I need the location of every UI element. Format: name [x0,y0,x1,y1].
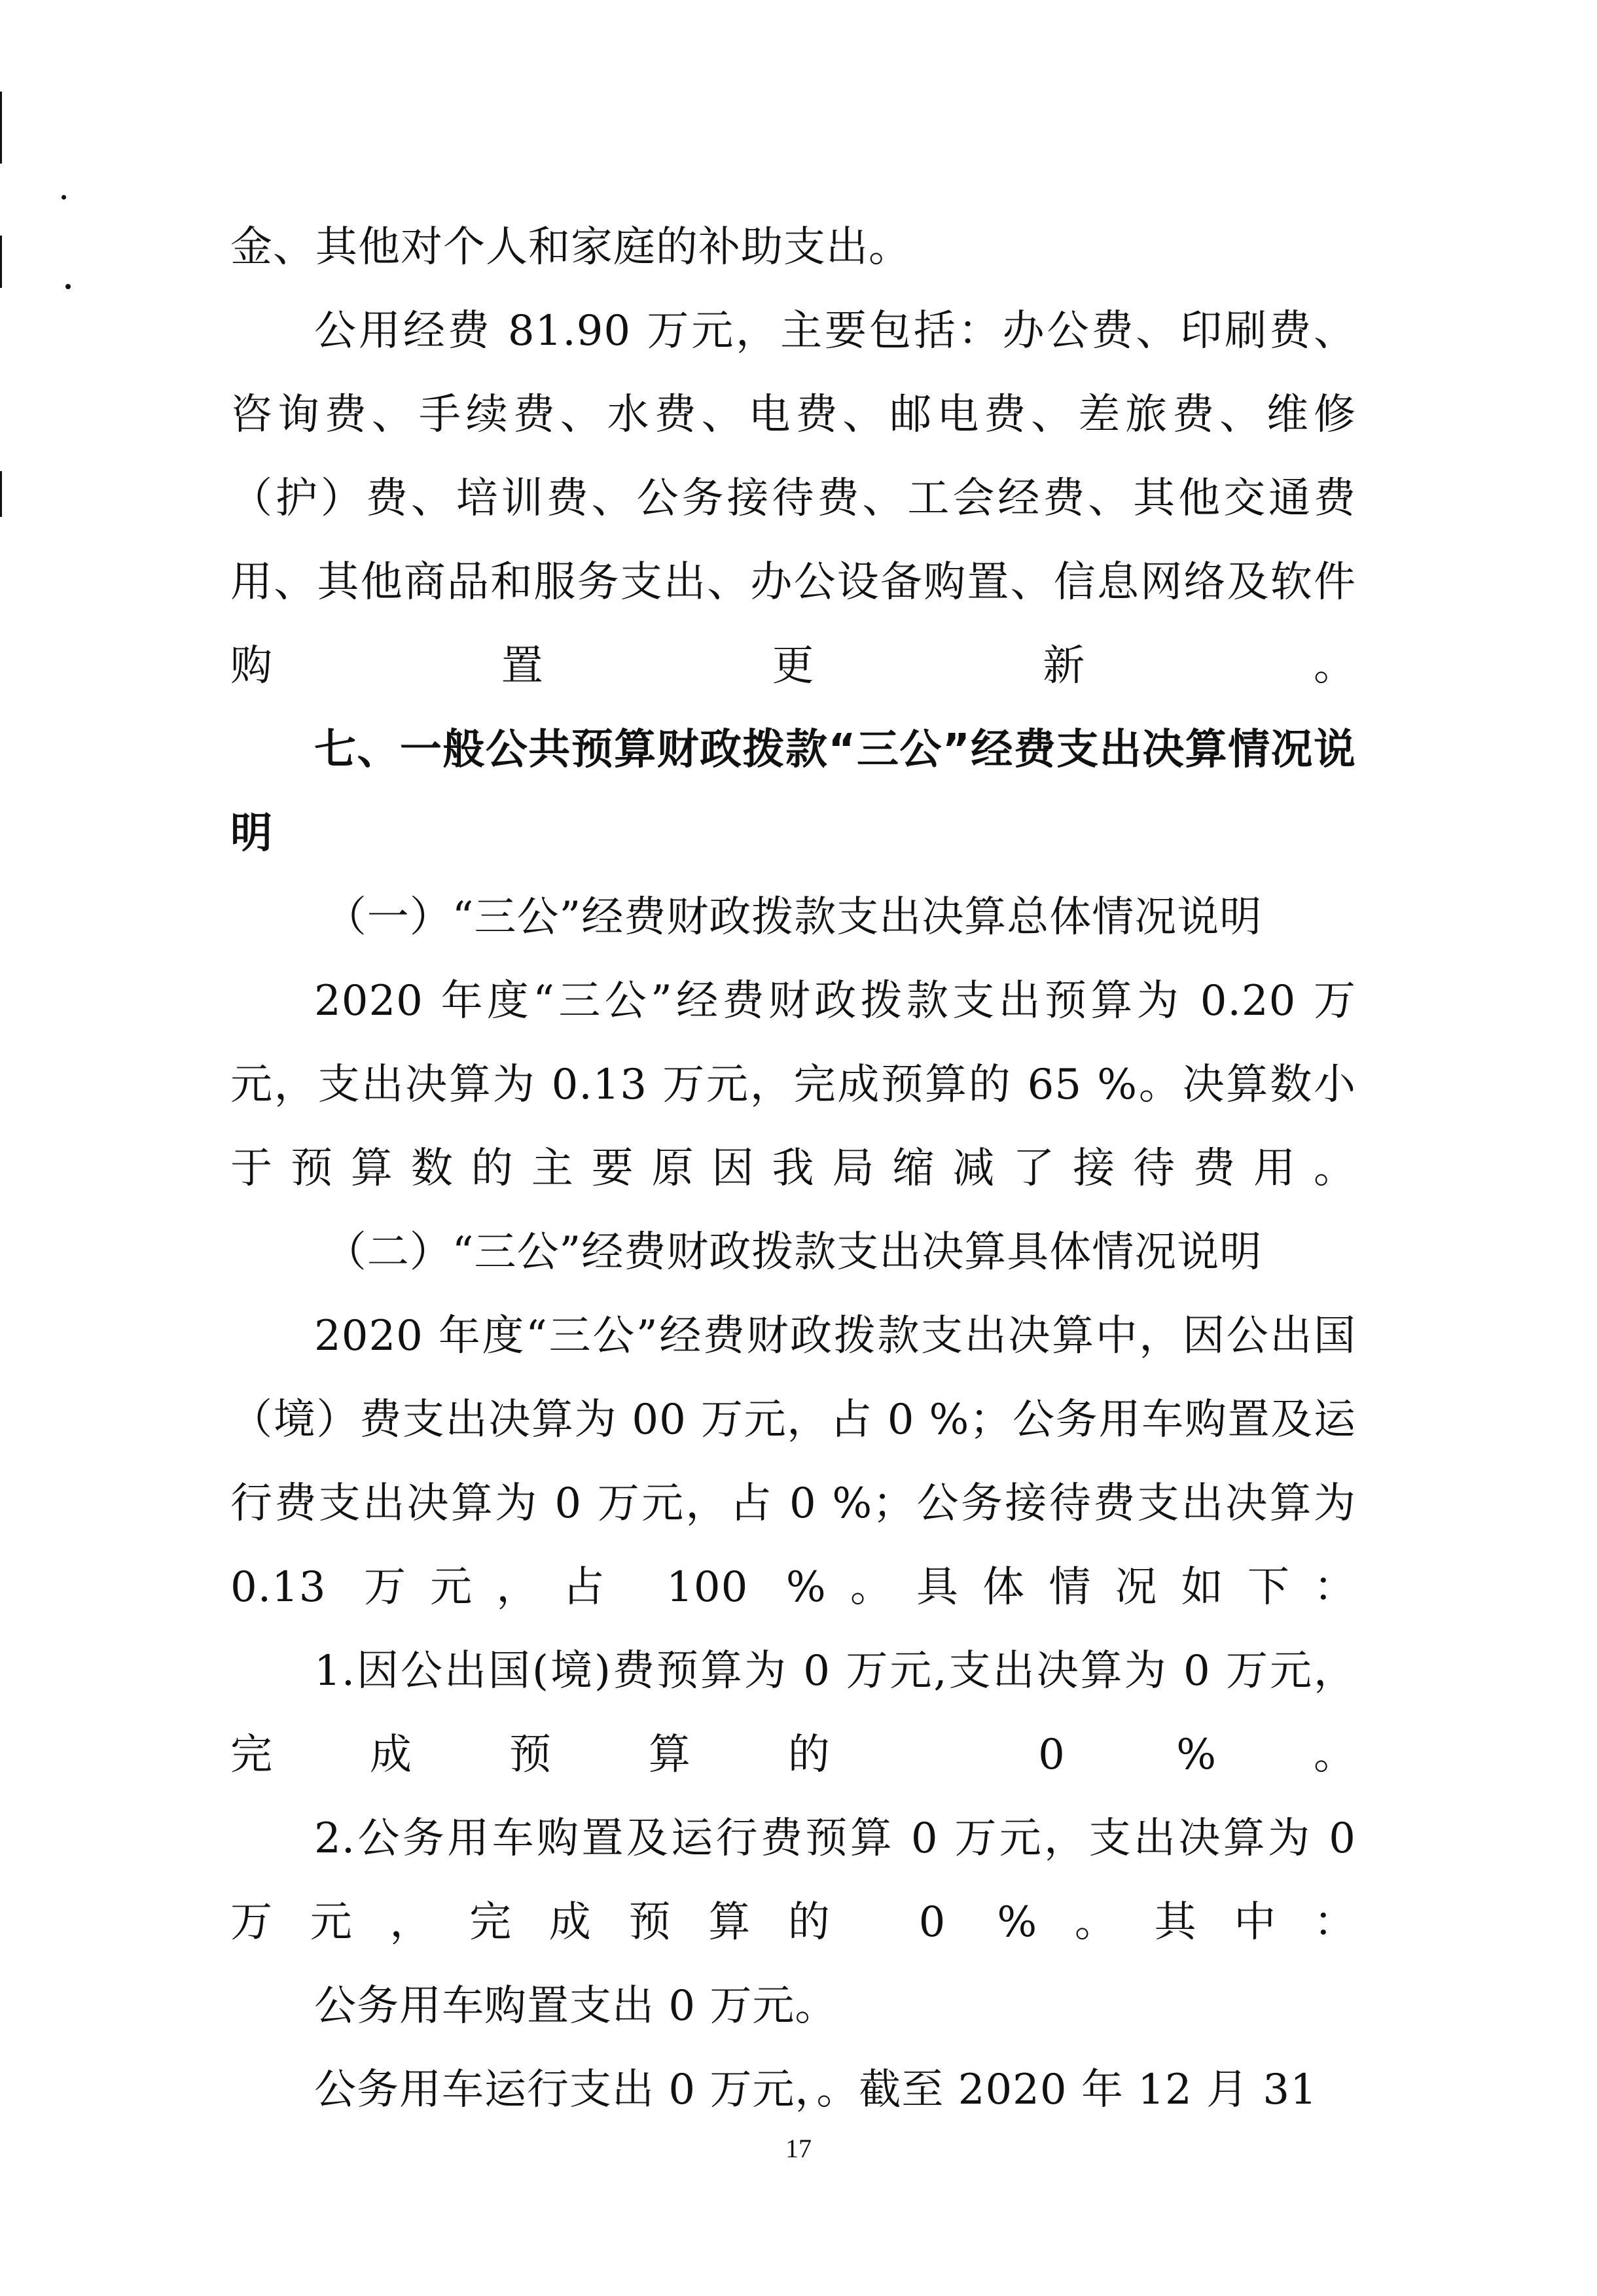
scan-mark [65,284,71,289]
paragraph-detail: 2020 年度“三公”经费财政拨款支出决算中，因公出国（境）费支出决算为 00 万元，占 0 %；公务用车购置及运行费支出决算为 0 万元，占 0 %；公务接待费支出决算为 0.13 万元，占 100 %。具体情况如下： [230,1312,1356,1612]
section-heading-7: 七、一般公共预算财政拨款“三公”经费支出决算情况说明 [230,726,1356,858]
scan-mark [0,92,2,164]
subheading-detail: （二）“三公”经费财政拨款支出决算具体情况说明 [324,1228,1263,1277]
paragraph-overall: 2020 年度“三公”经费财政拨款支出预算为 0.20 万元，支出决算为 0.13 万元，完成预算的 65 %。决算数小于预算数的主要原因我局缩减了接待费用。 [230,977,1356,1193]
item-vehicle: 2.公务用车购置及运行费预算 0 万元，支出决算为 0 万元，完成预算的 0 %。其中： [230,1814,1356,1947]
page-number: 17 [785,2134,812,2163]
paragraph-public-funds: 公用经费 81.90 万元，主要包括：办公费、印刷费、咨询费、手续费、水费、电费、邮电费、差旅费、维修（护）费、培训费、公务接待费、工会经费、其他交通费用、其他商品和服务支出、办公设备购置、信息网络及软件购置更新。 [230,307,1356,690]
body-text [230,205,1356,2132]
scan-mark [62,195,66,200]
scan-mark [0,236,2,288]
vehicle-purchase-line: 公务用车购置支出 0 万元。 [314,1982,838,2030]
subheading-overall: （一）“三公”经费财政拨款支出决算总体情况说明 [324,893,1263,942]
item-overseas: 1.因公出国(境)费预算为 0 万元,支出决算为 0 万元，完成预算的 0 %。 [230,1647,1356,1779]
scan-mark [0,471,2,517]
vehicle-operation-line: 公务用车运行支出 0 万元，。截至 2020 年 12 月 31 [314,2066,1318,2114]
paragraph-continuation: 金、其他对个人和家庭的补助支出。 [230,223,911,272]
